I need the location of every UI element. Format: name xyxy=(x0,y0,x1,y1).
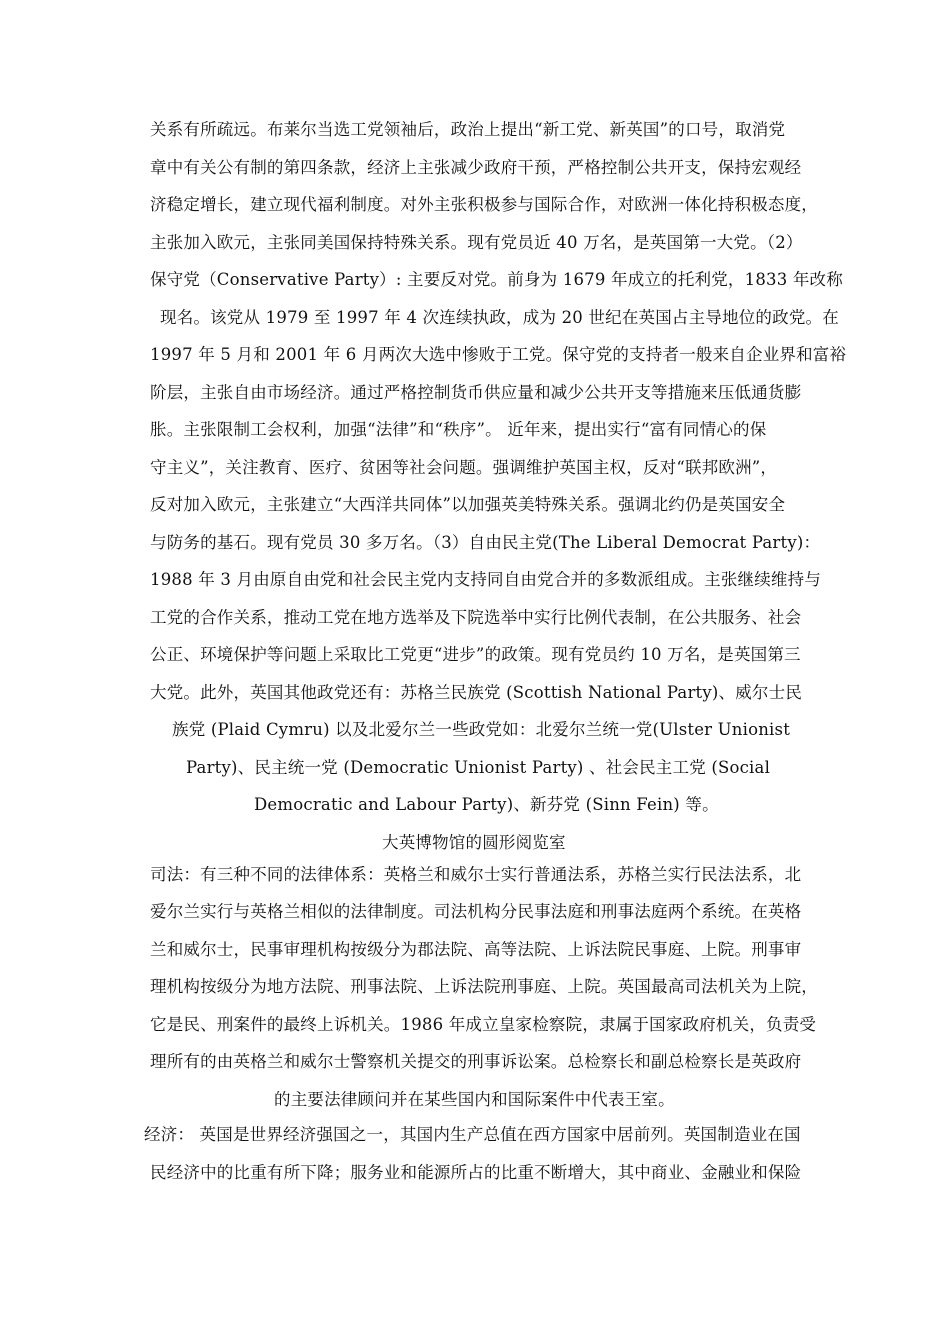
text-line: 1988 年 3 月由原自由党和社会民主党内支持同自由党合并的多数派组成。主张继续维持与 xyxy=(150,570,822,589)
text-line: 的主要法律顾问并在某些国内和国际案件中代表王室。 xyxy=(274,1090,675,1109)
text-line: Party)、民主统一党 (Democratic Unionist Party) 、社会民主工党 (Social xyxy=(186,758,771,777)
text-line: 司法：有三种不同的法律体系：英格兰和威尔士实行普通法系，苏格兰实行民法法系，北 xyxy=(150,865,802,884)
text-line: 爱尔兰实行与英格兰相似的法律制度。司法机构分民事法庭和刑事法庭两个系统。在英格 xyxy=(150,902,802,921)
text-line: 族党 (Plaid Cymru) 以及北爱尔兰一些政党如：北爱尔兰统一党(Ulster Unionist xyxy=(172,720,791,739)
text-line: Democratic and Labour Party)、新芬党 (Sinn Fein) 等。 xyxy=(254,795,719,814)
text-line: 工党的合作关系，推动工党在地方选举及下院选举中实行比例代表制，在公共服务、社会 xyxy=(150,608,802,627)
text-line: 反对加入欧元，主张建立“大西洋共同体”以加强英美特殊关系。强调北约仍是英国安全 xyxy=(150,495,786,514)
text-line: 理所有的由英格兰和威尔士警察机关提交的刑事诉讼案。总检察长和副总检察长是英政府 xyxy=(150,1052,802,1071)
text-line: 保守党（Conservative Party）: 主要反对党。前身为 1679 年成立的托利党，1833 年改称 xyxy=(150,270,843,289)
text-line: 它是民、刑案件的最终上诉机关。1986 年成立皇家检察院，隶属于国家政府机关，负责受 xyxy=(150,1015,817,1034)
text-line: 主张加入欧元，主张同美国保持特殊关系。现有党员近 40 万名，是英国第一大党。（2） xyxy=(150,233,803,252)
text-line: 胀。主张限制工会权利，加强“法律”和“秩序”。 近年来，提出实行“富有同情心的保 xyxy=(150,420,767,439)
text-line: 阶层，主张自由市场经济。通过严格控制货币供应量和减少公共开支等措施来压低通货膨 xyxy=(150,383,802,402)
text-line: 理机构按级分为地方法院、刑事法院、上诉法院刑事庭、上院。英国最高司法机关为上院， xyxy=(150,977,818,996)
text-line: 公正、环境保护等问题上采取比工党更“进步”的政策。现有党员约 10 万名，是英国第三 xyxy=(150,645,801,664)
text-line: 兰和威尔士，民事审理机构按级分为郡法院、高等法院、上诉法院民事庭、上院。刑事审 xyxy=(150,940,802,959)
text-line: 经济： 英国是世界经济强国之一，其国内生产总值在西方国家中居前列。英国制造业在国 xyxy=(144,1125,801,1144)
text-line: 1997 年 5 月和 2001 年 6 月两次大选中惨败于工党。保守党的支持者一般来自企业界和富裕 xyxy=(150,345,847,364)
text-line: 济稳定增长，建立现代福利制度。对外主张积极参与国际合作，对欧洲一体化持积极态度， xyxy=(150,195,818,214)
section-caption: 大英博物馆的圆形阅览室 xyxy=(382,833,566,852)
text-line: 章中有关公有制的第四条款，经济上主张减少政府干预，严格控制公共开支，保持宏观经 xyxy=(150,158,802,177)
text-line: 现名。该党从 1979 至 1997 年 4 次连续执政，成为 20 世纪在英国占主导地位的政党。在 xyxy=(160,308,839,327)
text-line: 关系有所疏远。布莱尔当选工党领袖后，政治上提出“新工党、新英国”的口号，取消党 xyxy=(150,120,786,139)
text-line: 守主义”，关注教育、医疗、贫困等社会问题。强调维护英国主权，反对“联邦欧洲”， xyxy=(150,458,778,477)
text-line: 民经济中的比重有所下降；服务业和能源所占的比重不断增大，其中商业、金融业和保险 xyxy=(150,1163,802,1182)
text-line: 大党。此外，英国其他政党还有：苏格兰民族党 (Scottish National Party)、威尔士民 xyxy=(150,683,803,702)
text-line: 与防务的基石。现有党员 30 多万名。（3）自由民主党(The Liberal Democrat Party)： xyxy=(150,533,821,552)
